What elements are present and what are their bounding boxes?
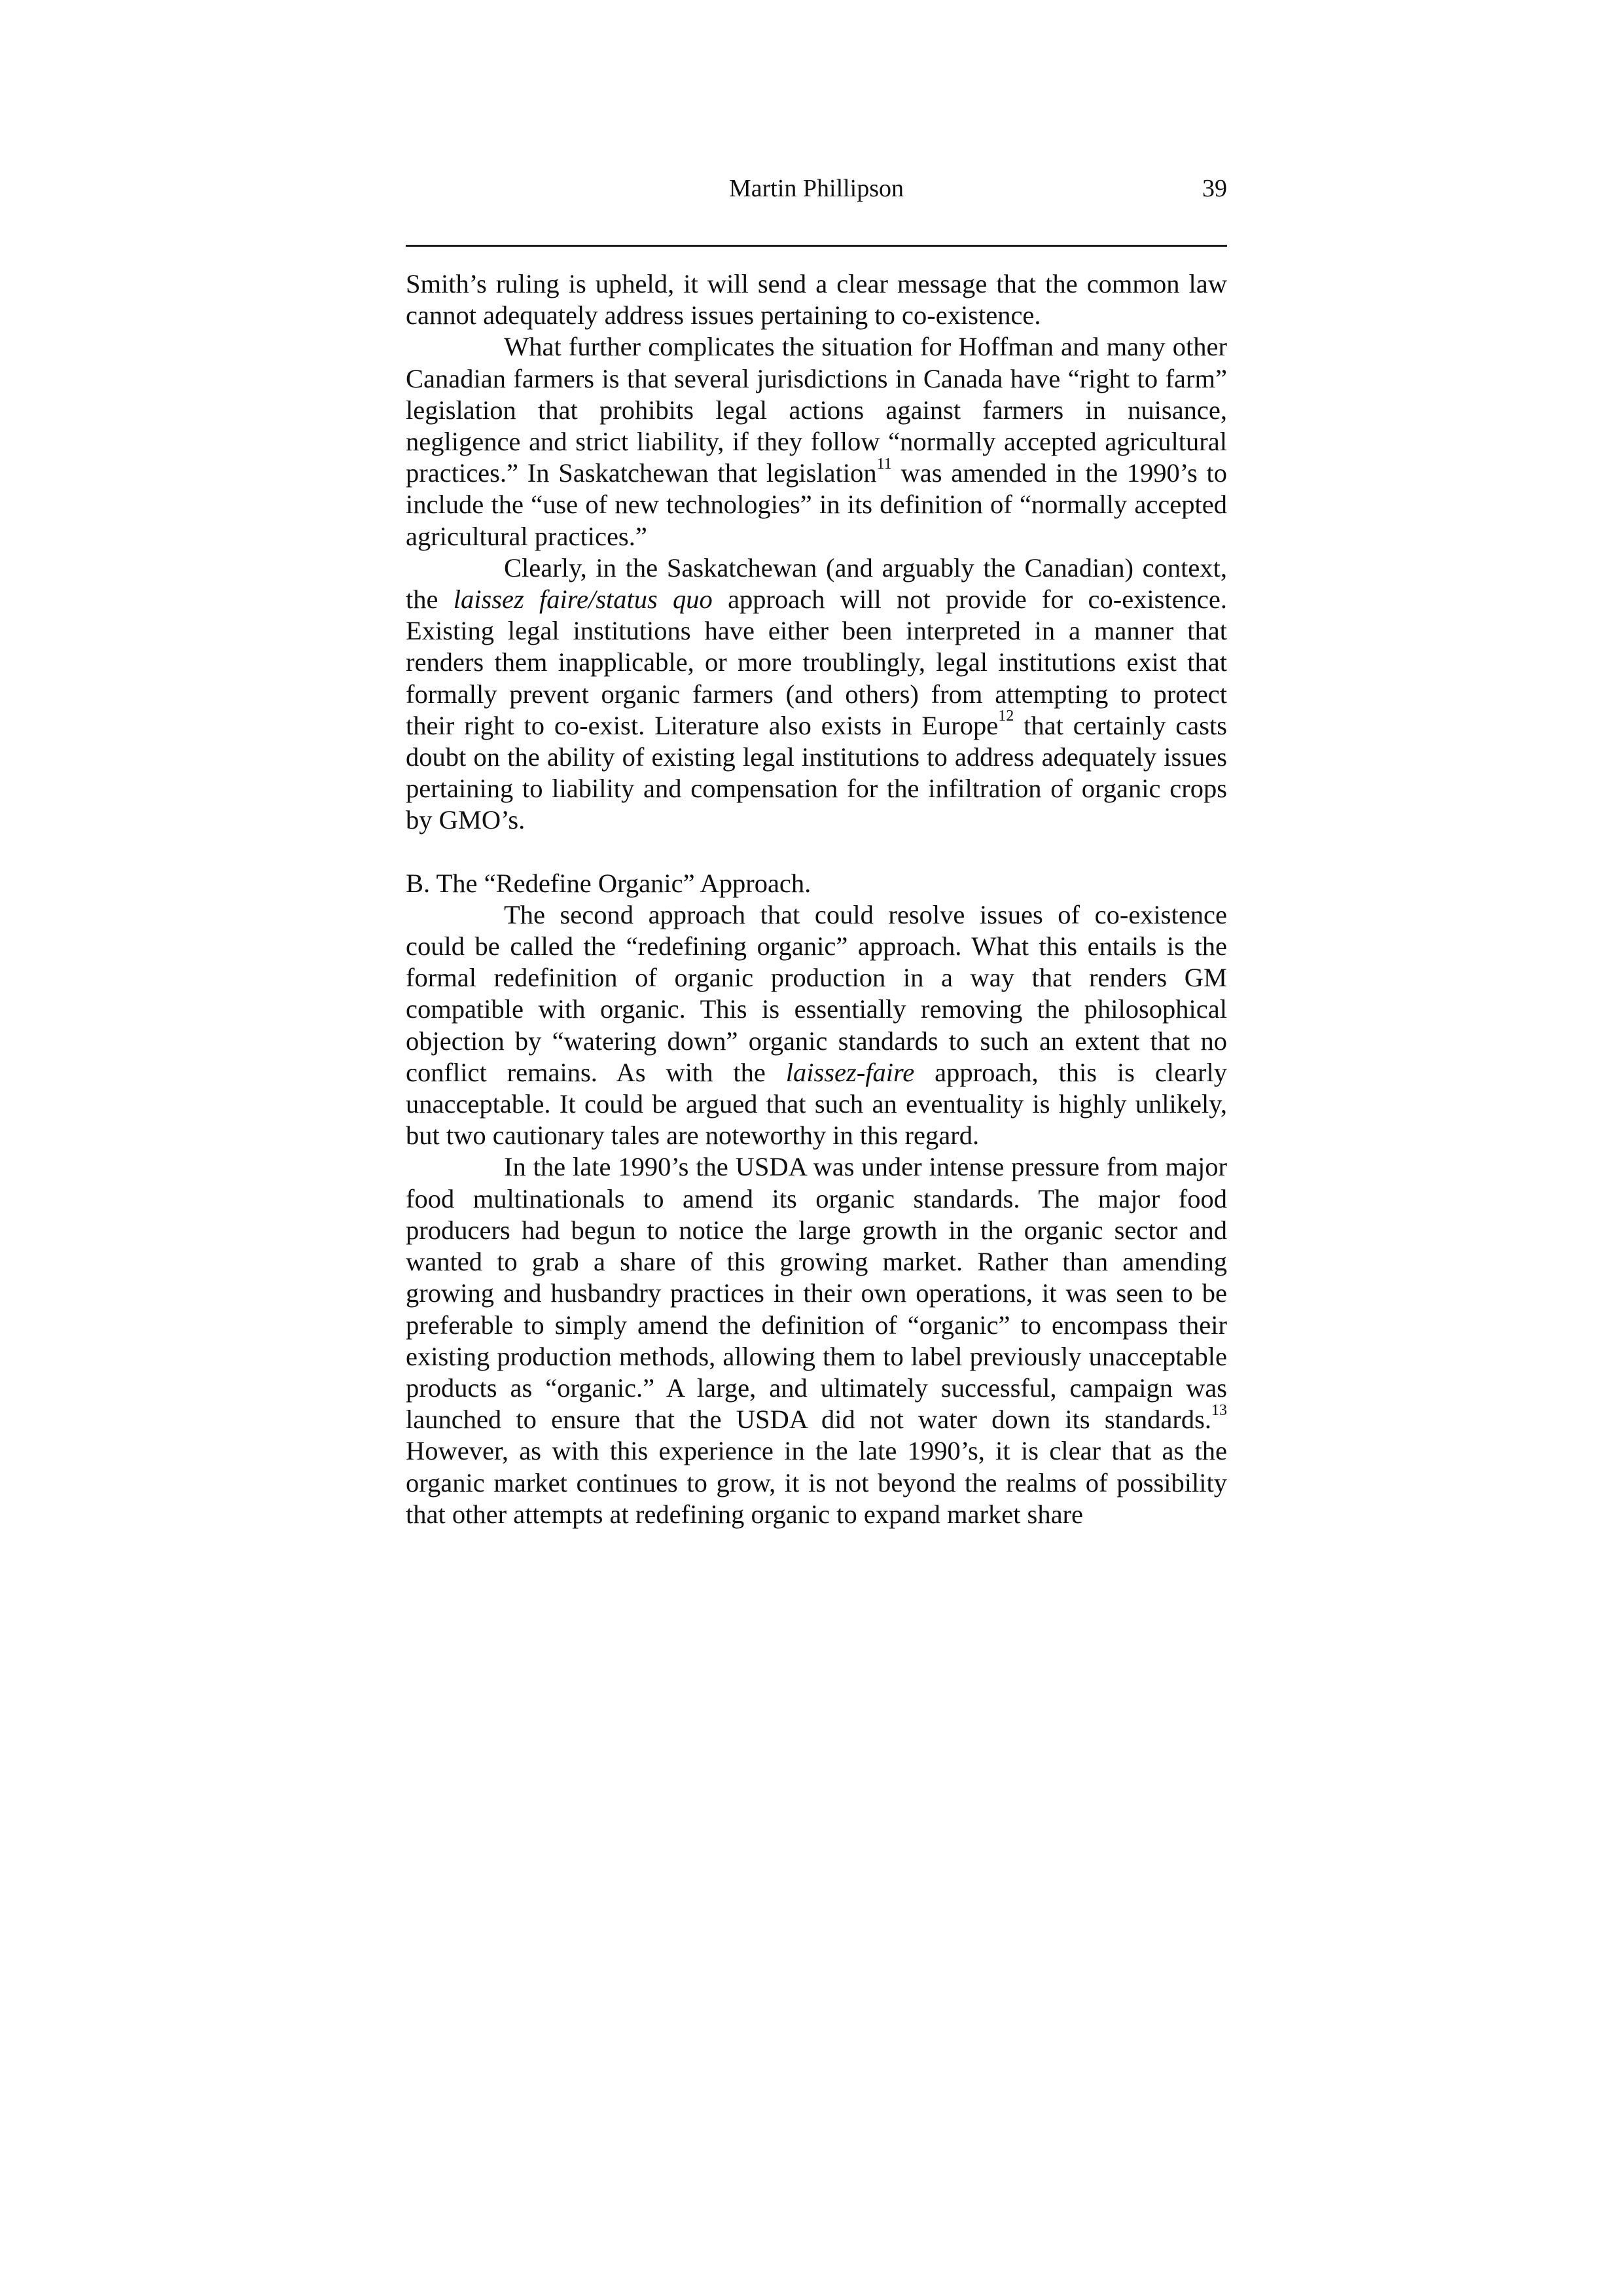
paragraph-laissez-faire: Clearly, in the Saskatchewan (and arguably the Canadian) context, the laissez faire/status quo approach will not provide for co-existence. Existing legal institutions have either been interpreted in a manner that renders them inapplicable, or more troublingly, legal institutions exist that formally prevent organic farmers (and others) from attempting to protect their right to co-exist. Literature also exists in Europe$^{12}$ that certainly casts doubt on the ability of existing legal institutions to address adequately issues pertaining to liability and compensation for the infiltration of organic crops by GMO’s. [406,552,1228,835]
header-rule [406,245,1227,247]
page-number: 39 [1202,175,1227,202]
running-header [406,169,1227,208]
paragraph-right-to-farm: What further complicates the situation for Hoffman and many other Canadian farmers is that several jurisdictions in Canada have “right to farm” legislation that prohibits legal actions against farmers in nuisance, negligence and strict liability, if they follow “normally accepted agricultural practices.” In Saskatchewan that legislation$^{11}$ was amended in the 1990’s to include the “use of new technologies” in its definition of “normally accepted agricultural practices.” [406,332,1227,551]
footnote-ref-12[interactable]: 12 [998,708,1014,725]
section-heading: B. The “Redefine Organic” Approach. [406,868,812,898]
running-header-author: Martin Phillipson [728,175,904,202]
paragraph-redefine-organic: The second approach that could resolve issues of co-existence could be called the “redefining organic” approach. What this entails is the formal redefinition of organic production in a way that renders GM compatible with organic. This is essentially removing the philosophical objection by “watering down” organic standards to such an extent that no conflict remains. As with the laissez-faire approach, this is clearly unacceptable. It could be argued that such an eventuality is highly unlikely, but two cautionary tales are noteworthy in this regard. [406,899,1227,1151]
footnote-ref-13[interactable]: 13 [1211,1401,1227,1419]
body-text [406,268,1227,1530]
paragraph-continuation: Smith’s ruling is upheld, it will send a clear message that the common law cannot adequately address issues pertaining to co-existence. [406,269,1227,331]
paragraph-usda: In the late 1990’s the USDA was under intense pressure from major food multinationals to amend its organic standards. The major food producers had begun to notice the large growth in the organic sector and wanted to grab a share of this growing market. Rather than amending growing and husbandry practices in their own operations, it was seen to be preferable to simply amend the definition of “organic” to encompass their existing production methods, allowing them to label previously unacceptable products as “organic.” A large, and ultimately successful, campaign was launched to ensure that the USDA did not water down its standards.$^{13}$ However, as with this experience in the late 1990’s, it is clear that as the organic market continues to grow, it is not beyond the realms of possibility that other attempts at redefining organic to expand market share [406,1152,1227,1529]
footnote-ref-11[interactable]: 11 [876,455,892,473]
